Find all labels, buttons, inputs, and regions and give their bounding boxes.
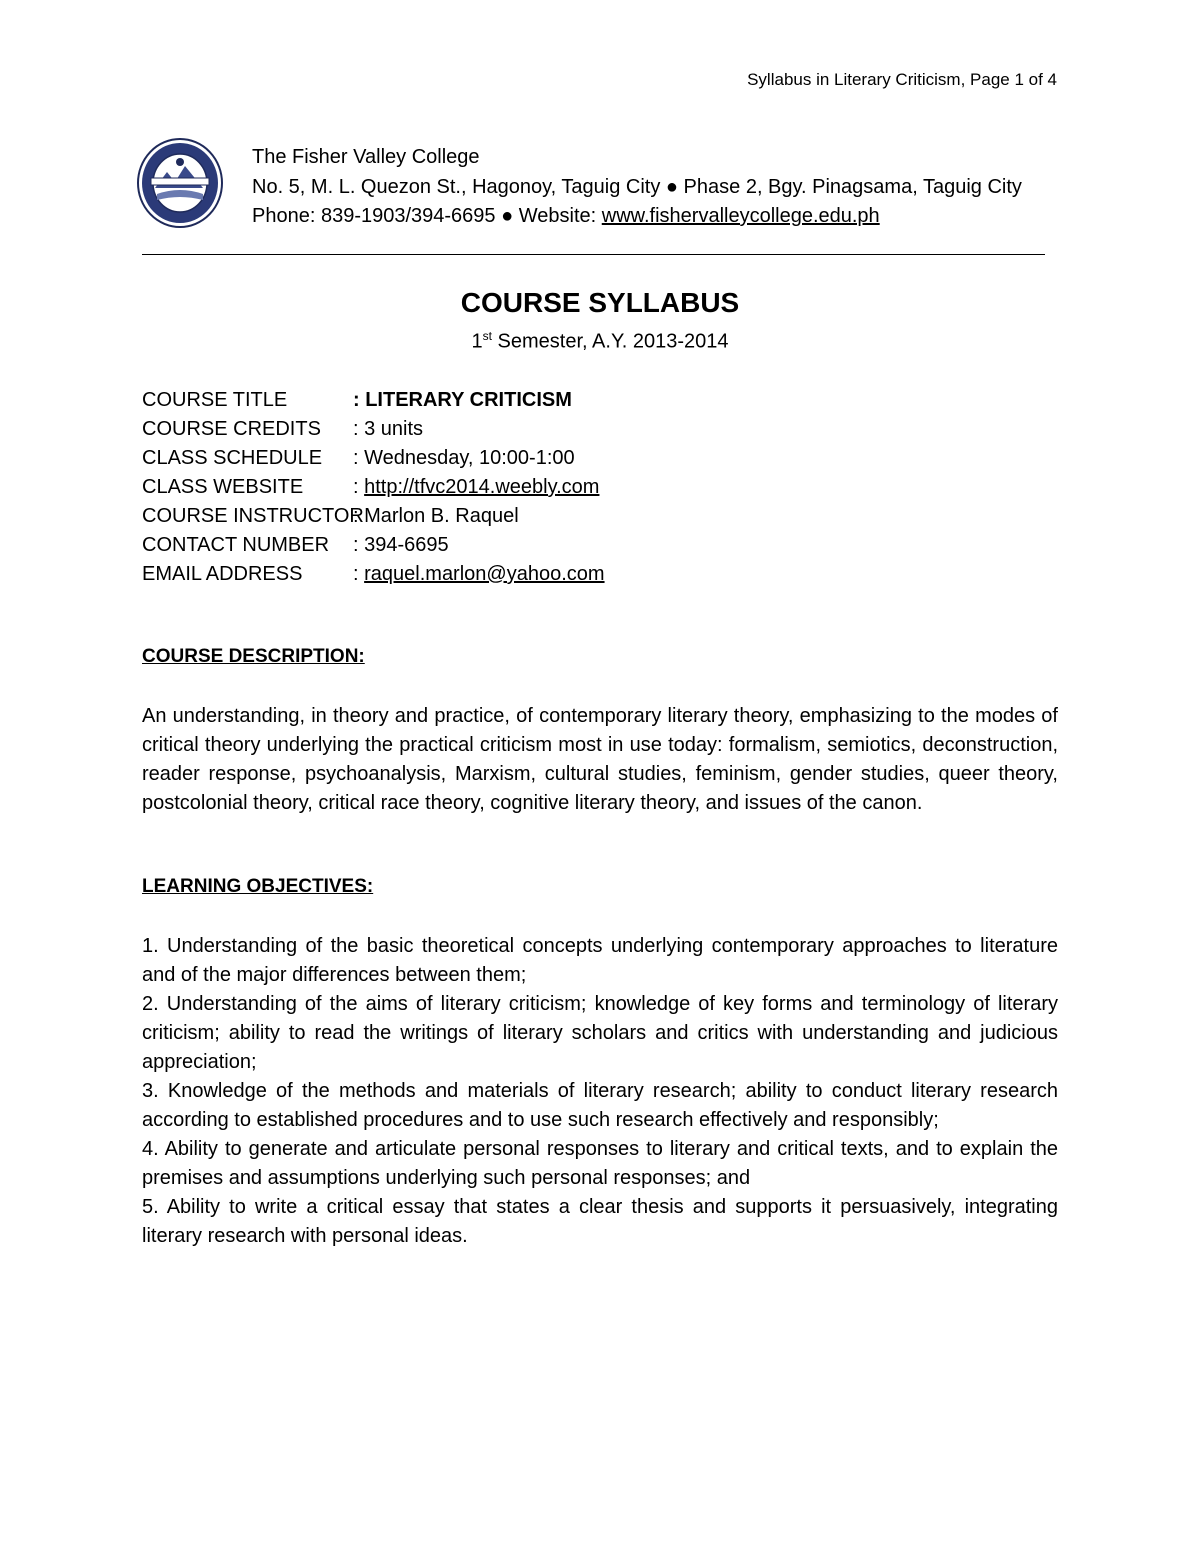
college-website-link[interactable]: www.fishervalleycollege.edu.ph	[601, 205, 880, 227]
colon-separator: :	[353, 563, 365, 585]
course-description-text: An understanding, in theory and practice, of contemporary literary theory, emphasizing to the modes of critical theory underlying the practical criticism most in use today: formalism, semiotics, deconstruction, reader response, psychoanalysis, Marxism, cultural studies, feminism, gender studies, queer theory, postcolonial theory, critical race theory, cognitive literary theory, and issues of the canon.	[142, 705, 1058, 814]
page-header: Syllabus in Literary Criticism, Page 1 of 4	[747, 70, 1057, 89]
class-website-value	[353, 473, 599, 502]
contact-number-label: CONTACT NUMBER	[142, 534, 330, 556]
course-instructor-value: : Marlon B. Raquel	[353, 505, 519, 527]
email-link[interactable]: raquel.marlon@yahoo.com	[364, 563, 605, 585]
semester-number: 1	[471, 330, 483, 353]
course-credits-value: : 3 units	[353, 418, 424, 440]
header-divider	[142, 254, 1045, 255]
email-address-value	[353, 560, 605, 589]
course-info-row	[142, 386, 605, 415]
course-info-row	[142, 415, 605, 444]
college-header-block	[252, 143, 1022, 232]
course-description-heading: COURSE DESCRIPTION:	[142, 646, 365, 667]
college-seal-logo	[137, 138, 223, 228]
class-website-link[interactable]: http://tfvc2014.weebly.com	[364, 476, 600, 498]
class-schedule-value: : Wednesday, 10:00-1:00	[353, 447, 575, 469]
semester-text: Semester, A.Y. 2013-2014	[492, 330, 729, 353]
college-phone: Phone: 839-1903/394-6695 ● Website:	[252, 205, 602, 227]
objective-item: 4. Ability to generate and articulate personal responses to literary and critical texts, and to explain the premises and assumptions underlying such personal responses; and	[142, 1138, 1058, 1189]
contact-number-value: : 394-6695	[353, 534, 449, 556]
college-name: The Fisher Valley College	[252, 146, 480, 168]
college-address: No. 5, M. L. Quezon St., Hagonoy, Taguig City ● Phase 2, Bgy. Pinagsama, Taguig City	[252, 175, 1022, 198]
email-address-label: EMAIL ADDRESS	[142, 563, 303, 585]
objective-item: 1. Understanding of the basic theoretical concepts underlying contemporary approaches to literature and of the major differences between them;	[142, 935, 1058, 986]
course-info-row	[142, 444, 605, 473]
course-info-row	[142, 531, 605, 560]
course-credits-label: COURSE CREDITS	[142, 418, 321, 440]
objective-item: 5. Ability to write a critical essay that states a clear thesis and supports it persuasively, integrating literary research with personal ideas.	[142, 1196, 1058, 1247]
objective-item: 2. Understanding of the aims of literary criticism; knowledge of key forms and terminology of literary criticism; ability to read the writings of literary scholars and critics with understanding and judicious appreciation;	[142, 993, 1058, 1073]
objective-item: 3. Knowledge of the methods and materials of literary research; ability to conduct literary research according to established procedures and to use such research effectively and responsibly;	[142, 1080, 1058, 1131]
college-contact-line	[252, 202, 1022, 232]
course-instructor-label: COURSE INSTRUCTOR	[142, 505, 364, 527]
course-info-row	[142, 502, 605, 531]
colon-separator: :	[353, 476, 365, 498]
course-info-row	[142, 473, 605, 502]
class-schedule-label: CLASS SCHEDULE	[142, 447, 323, 469]
class-website-label: CLASS WEBSITE	[142, 476, 304, 498]
course-title-value: : LITERARY CRITICISM	[353, 389, 572, 411]
document-title: COURSE SYLLABUS	[460, 287, 740, 318]
learning-objectives-list	[142, 932, 1058, 1251]
course-info-row	[142, 560, 605, 589]
learning-objectives-heading: LEARNING OBJECTIVES:	[142, 876, 374, 897]
course-info-table	[142, 386, 605, 589]
semester-ordinal-suffix: st	[482, 329, 492, 343]
semester-line	[0, 329, 1200, 354]
course-title-label: COURSE TITLE	[142, 389, 288, 411]
